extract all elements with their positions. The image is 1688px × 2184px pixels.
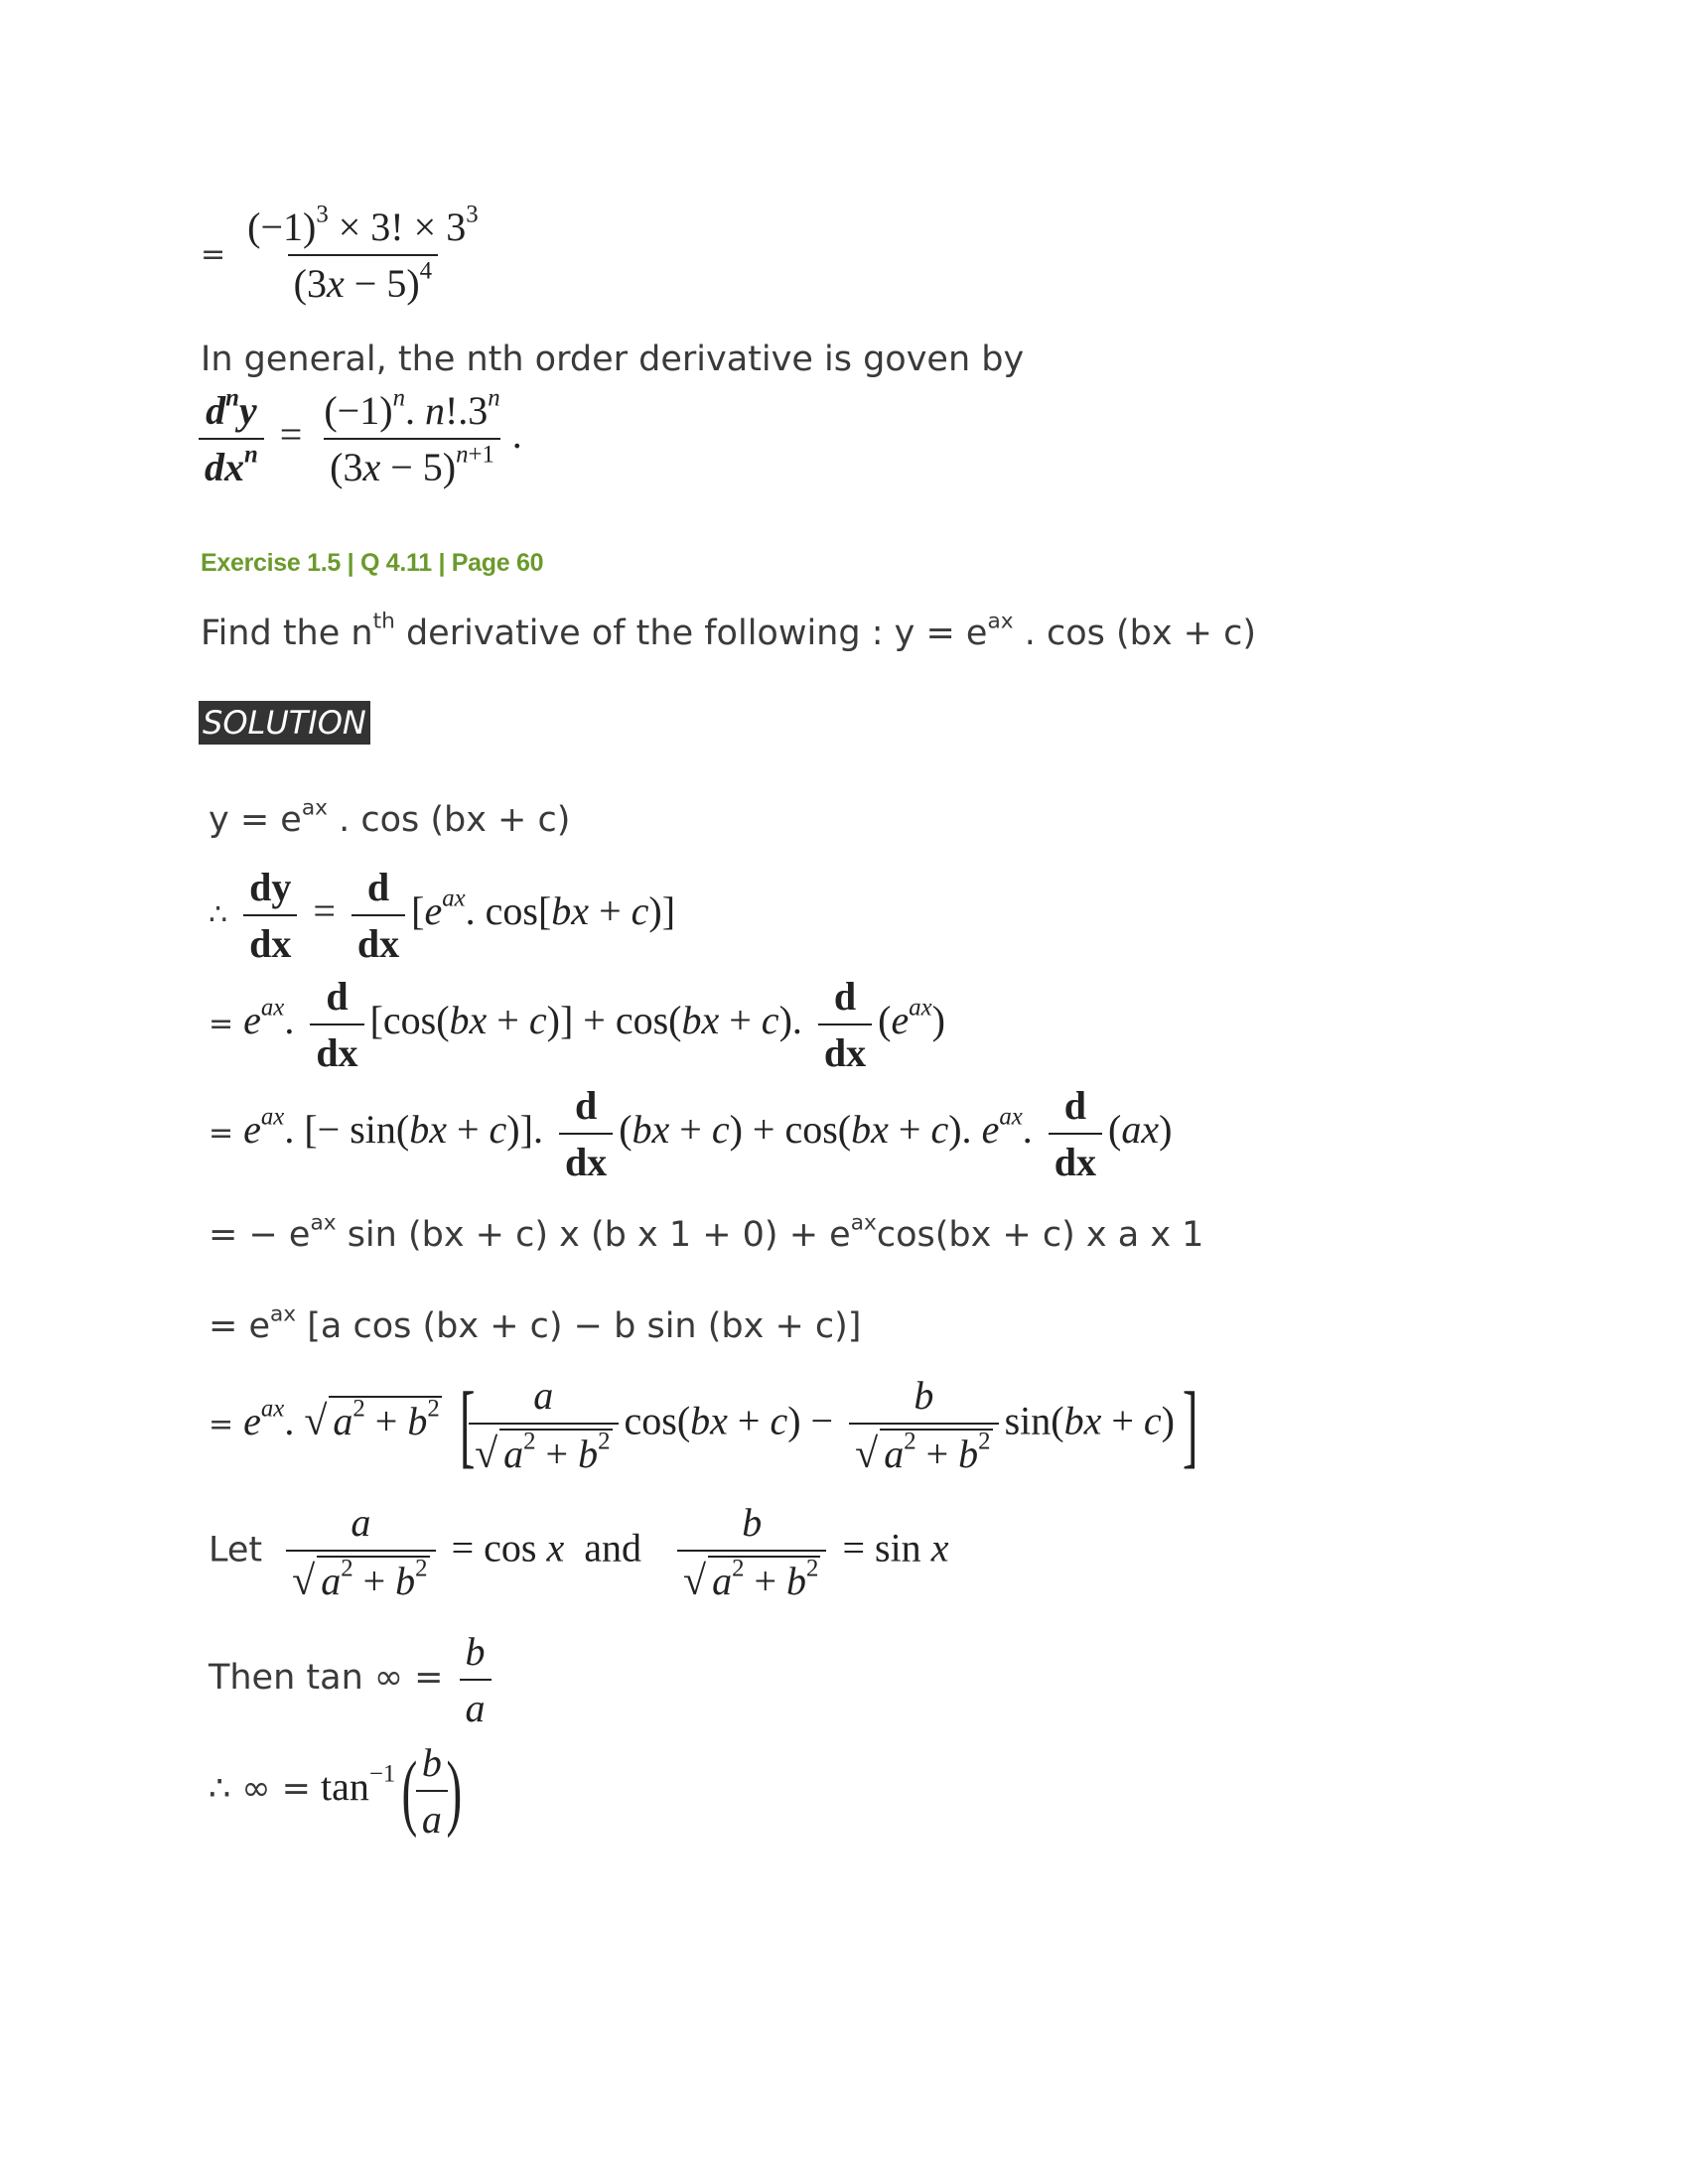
general-formula-text: In general, the nth order derivative is goven by: [201, 340, 1025, 379]
question-text: Find the $n^{th}$ derivative of the following : $y = e^{ax}$ . cos (bx + c): [201, 609, 1257, 653]
solution-step-chain-rule: = $e^{ax}$. [− sin(bx + c)]. $\frac{d}{dx}$ (bx + c) + cos(bx + c). $e^{ax}$. $\frac{d}{dx}$ (ax): [209, 1083, 1173, 1184]
solution-step-normalize: = $e^{ax}$. √ $a^2 + b^2$ [ $\frac{a}{√ a^2 + b^2}$ cos(bx + c) − $\frac{b}{√ a^2 + b^2}$ sin(bx + c)]: [209, 1373, 1198, 1477]
solution-tan: Then tan ∞ = $\frac{b}{a}$: [209, 1628, 497, 1731]
solution-substitution: Let $\frac{a}{√ a^2 + b^2}$ = cos x and $\frac{b}{√ a^2 + b^2}$ = sin x: [209, 1500, 949, 1604]
solution-final: ∴ ∞ = $\tan^{-1}$( $\frac{b}{a}$ ): [209, 1740, 463, 1842]
solution-given: $y = e^{ax}$ . cos (bx + c): [209, 795, 571, 840]
solution-step-derivative: ∴ $\frac{dy}{dx}$ = $\frac{d}{dx}$ [$e^{ax}$. cos[bx + c)]: [209, 865, 676, 966]
solution-step-expand: = − $e^{ax}$ sin (bx + c) x (b x $1 + 0) + e^{ax}\cos(bx + c)$ x a x 1: [209, 1210, 1204, 1255]
formula-third-derivative: = $\frac{(-1)^3 \times 3! \times 3^3}{(3x - 5)^4}$: [201, 201, 479, 306]
solution-step-product-rule: = $e^{ax}$. $\frac{d}{dx}$ [cos(bx + c)] + cos(bx + c). $\frac{d}{dx}$ $(e^{ax})$: [209, 974, 945, 1075]
solution-badge: SOLUTION: [199, 701, 370, 745]
exercise-reference[interactable]: Exercise 1.5 | Q 4.11 | Page 60: [201, 549, 544, 577]
solution-step-simplify: = $e^{ax}$ [a cos (bx + c) − b sin (bx + c)]: [209, 1301, 862, 1346]
formula-nth-derivative: $\frac{d^ny}{dx^n}$ = $\frac{(-1)^n. n!.3^n}{(3x - 5)^{n+1}}$ .: [199, 387, 522, 490]
